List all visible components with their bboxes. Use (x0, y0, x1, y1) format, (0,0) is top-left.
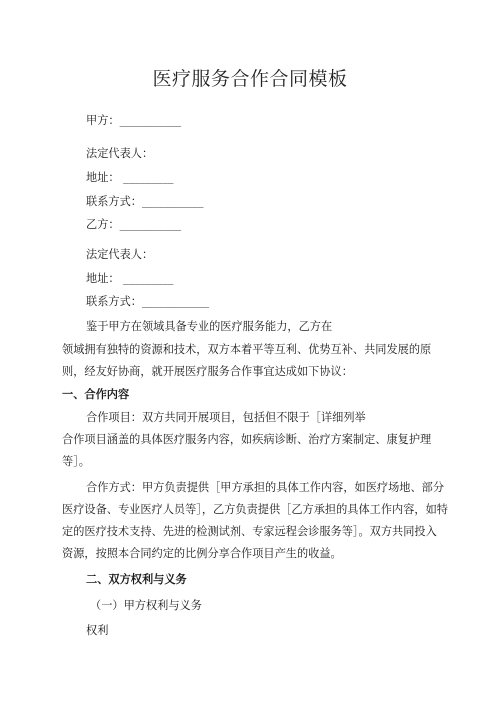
rights-label: 权利 (86, 624, 109, 637)
party-a-field: 甲方：___________ (86, 114, 182, 127)
party-a-representative: 法定代表人： (86, 147, 154, 160)
party-a-contact: 联系方式：___________ (86, 195, 204, 208)
preamble-line-2: 领域拥有独特的资源和技术，双方本着平等互利、优势互补、共同发展的原 (62, 343, 432, 356)
document-title: 医疗服务合作合同模板 (152, 68, 348, 90)
method-line-4: 资源，按照本合同约定的比例分享合作项目产生的收益。 (62, 547, 342, 560)
section-2-heading: 二、双方权利与义务 (86, 572, 187, 586)
method-line-2: 医疗设备、专业医疗人员等］，乙方负责提供［乙方承担的具体工作内容，如特 (62, 503, 448, 516)
party-a-address: 地址： _________ (86, 171, 174, 184)
party-b-representative: 法定代表人： (86, 248, 154, 261)
section-2-subheading: （一）甲方权利与义务 (90, 599, 202, 612)
party-b-contact: 联系方式：____________ (86, 295, 210, 308)
section-1-heading: 一、合作内容 (62, 387, 130, 401)
project-line-3: 等］。 (62, 455, 90, 468)
preamble-line-1: 鉴于甲方在领域具备专业的医疗服务能力，乙方在 (86, 320, 333, 333)
project-line-1: 合作项目：双方共同开展项目，包括但不限于［详细列举 (86, 411, 366, 424)
method-line-1: 合作方式：甲方负责提供［甲方承担的具体工作内容，如医疗场地、部分 (86, 481, 445, 494)
party-b-address: 地址： _________ (86, 272, 174, 285)
method-line-3: 定的医疗技术支持、先进的检测试剂、专家远程会诊服务等］。双方共同投入 (62, 525, 437, 538)
party-b-field: 乙方：___________ (86, 218, 182, 231)
preamble-line-3: 则，经友好协商，就开展医疗服务合作事宜达成如下协议： (62, 365, 353, 378)
project-line-2: 合作项目涵盖的具体医疗服务内容，如疾病诊断、治疗方案制定、康复护理 (62, 433, 432, 446)
